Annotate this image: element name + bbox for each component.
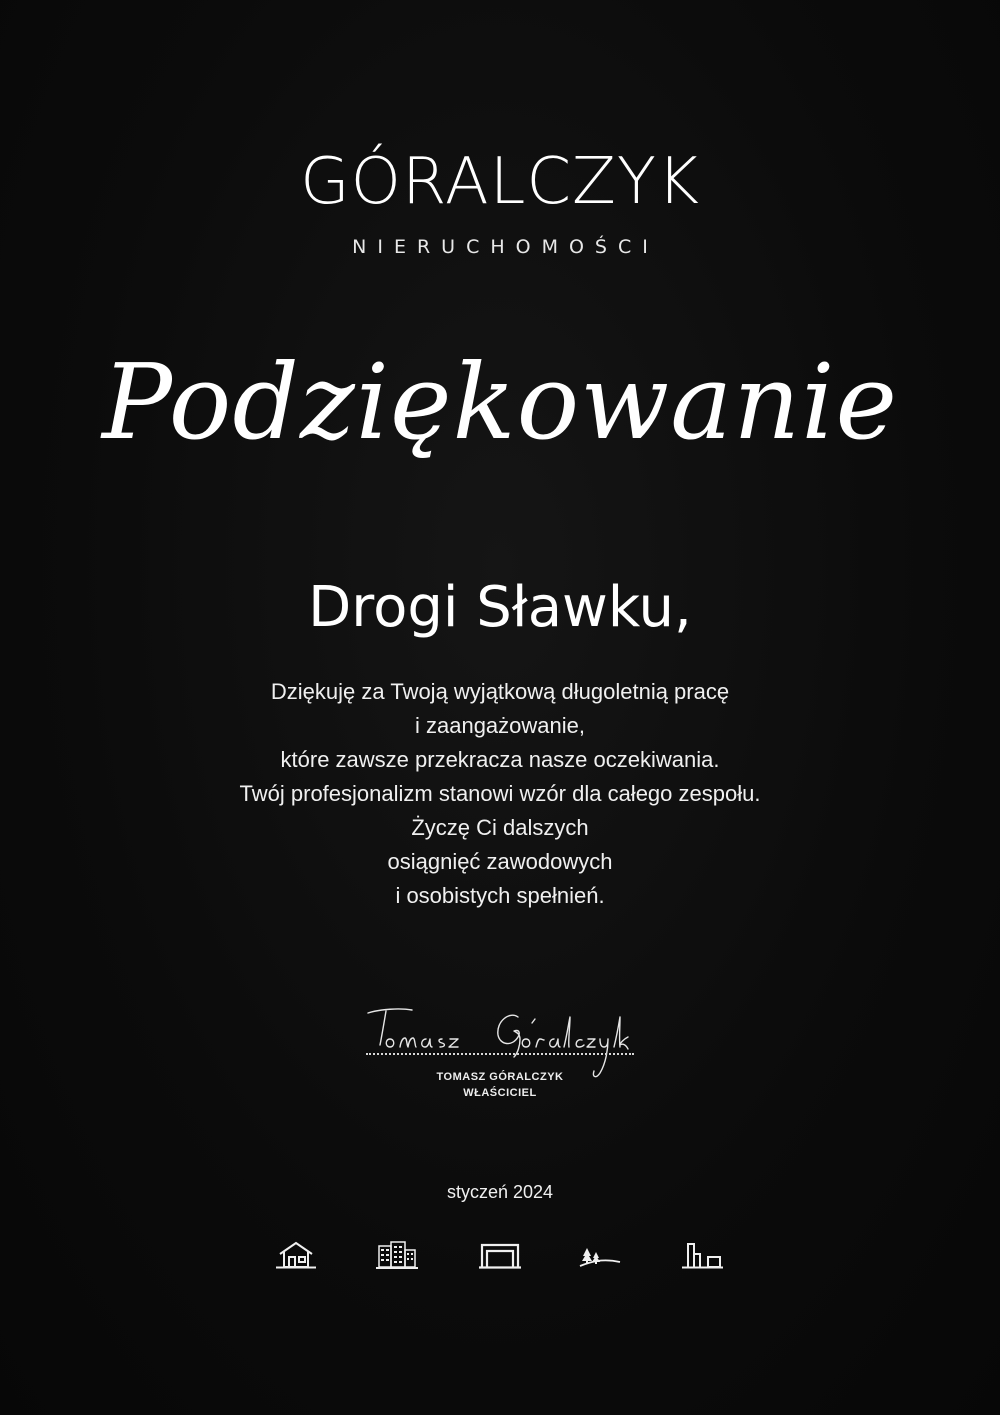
message-line: i zaangażowanie, — [414, 713, 585, 738]
thank-you-message — [0, 675, 1000, 913]
message-line: Dziękuję za Twoją wyjątkową długoletnią pracę — [270, 679, 730, 704]
property-type-icons — [0, 1240, 1000, 1276]
house-icon — [274, 1240, 318, 1270]
brand-logo-subtitle: NIERUCHOMOŚCI — [352, 236, 659, 258]
message-line: które zawsze przekracza nasze oczekiwania. — [280, 747, 720, 772]
message-line: osiągnięć zawodowych — [387, 849, 613, 874]
land-plot-icon — [578, 1240, 622, 1270]
signature-dotted-line — [366, 1053, 634, 1055]
message-line: Życzę Ci dalszych — [411, 815, 589, 840]
signature-block — [350, 995, 650, 1099]
greeting: Drogi Sławku, — [308, 575, 692, 640]
signer-name: TOMASZ GÓRALCZYK — [436, 1071, 564, 1083]
certificate-heading: Podziękowanie — [102, 341, 898, 463]
signer-role: WŁAŚCICIEL — [463, 1087, 537, 1099]
commercial-building-icon — [680, 1240, 724, 1270]
message-line: i osobistych spełnień. — [395, 883, 605, 908]
brand-logo-name: GÓRALCZYK — [300, 145, 700, 219]
message-line: Twój profesjonalizm stanowi wzór dla całego zespołu. — [239, 781, 761, 806]
apartment-building-icon — [375, 1240, 419, 1270]
garage-icon — [478, 1240, 522, 1270]
certificate-date: styczeń 2024 — [446, 1182, 554, 1202]
